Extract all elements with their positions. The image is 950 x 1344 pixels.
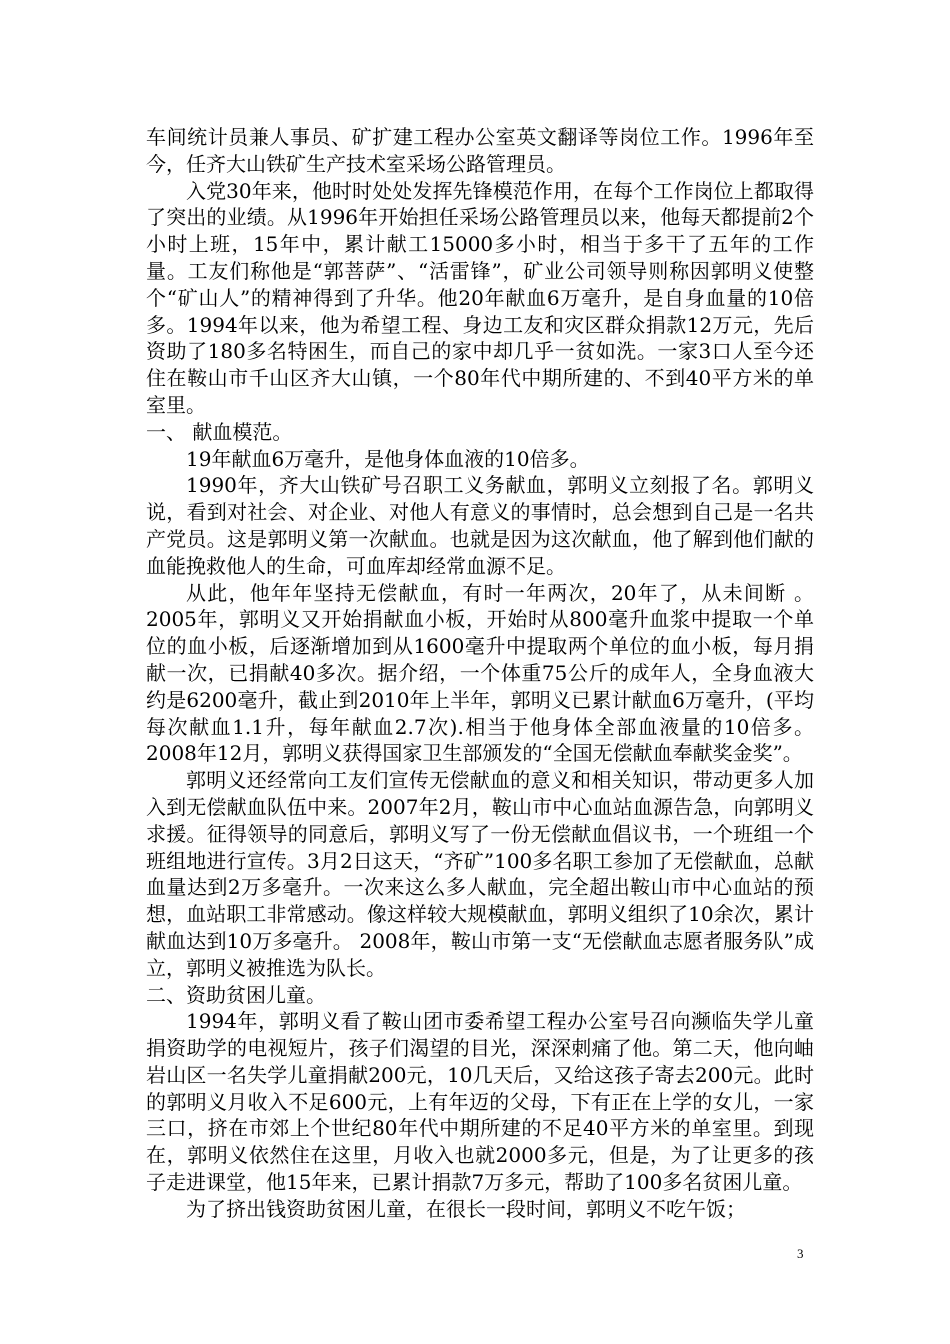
paragraph-continuation: 车间统计员兼人事员、矿扩建工程办公室英文翻译等岗位工作。1996年至今，任齐大山铁矿生产技术室采场公路管理员。 (146, 125, 814, 176)
paragraph-promotion: 郭明义还经常向工友们宣传无偿献血的意义和相关知识，带动更多人加入到无偿献血队伍中来。2007年2月，鞍山市中心血站血源告急，向郭明义求援。征得领导的同意后，郭明义写了一份无偿献血倡议书，一个班组一个班组地进行宣传。3月2日这天，“齐矿”100多名职工参加了无偿献血，总献血量达到2万多毫升。一次来这么多人献血，完全超出鞍山市中心血站的预想，血站职工非常感动。像这样较大规模献血，郭明义组织了10余次，累计献血达到10万多毫升。 2008年，鞍山市第一支“无偿献血志愿者服务队”成立，郭明义被推选为队长。 (146, 768, 814, 980)
paragraph-platelet-donation: 从此，他年年坚持无偿献血，有时一年两次，20年了，从未间断 。2005年，郭明义又开始捐献血小板，开始时从800毫升血浆中提取一个单位的血小板，后逐渐增加到从1600毫升中提取两个单位的血小板，每月捐献一次，已捐献40多次。据介绍，一个体重75公斤的成年人，全身血液大约是6200毫升，截止到2010年上半年，郭明义已累计献血6万毫升，(平均每次献血1.1升，每年献血2.7次).相当于他身体全部血液量的10倍多。2008年12月，郭明义获得国家卫生部颁发的“全国无偿献血奉献奖金奖”。 (146, 580, 814, 766)
page-number: 3 (797, 1246, 804, 1261)
section-heading-blood-donation: 一、 献血模范。 (146, 419, 293, 444)
paragraph-hope-project: 1994年，郭明义看了鞍山团市委希望工程办公室号召向濒临失学儿童捐资助学的电视短片，孩子们渴望的目光，深深刺痛了他。第二天，他向岫岩山区一名失学儿童捐献200元，10几天后，又给这孩子寄去200元。此时的郭明义月收入不足600元，上有年迈的父母，下有正在上学的女儿，一家三口，挤在市郊上个世纪80年代中期所建的不足40平方米的单室里。到现在，郭明义依然住在这里，月收入也就2000多元，但是，为了让更多的孩子走进课堂，他15年来，已累计捐款7万多元，帮助了100多名贫困儿童。 (146, 1009, 814, 1195)
paragraph-blood-summary: 19年献血6万毫升，是他身体血液的10倍多。 (186, 446, 590, 471)
paragraph-party-service: 入党30年来，他时时处处发挥先锋模范作用，在每个工作岗位上都取得了突出的业绩。从1996年开始担任采场公路管理员以来，他每天都提前2个小时上班，15年中，累计献工15000多小时，相当于多干了五年的工作量。工友们称他是“郭菩萨”、“活雷锋”，矿业公司领导则称因郭明义使整个“矿山人”的精神得到了升华。他20年献血6万毫升，是自身血量的10倍多。1994年以来，他为希望工程、身边工友和灾区群众捐款12万元，先后资助了180多名特困生，而自己的家中却几乎一贫如洗。一家3口人至今还住在鞍山市千山区齐大山镇，一个80年代中期所建的、不到40平方米的单室里。 (146, 178, 814, 417)
paragraph-skip-lunch: 为了挤出钱资助贫困儿童，在很长一段时间，郭明义不吃午饭； (186, 1196, 746, 1221)
paragraph-first-donation: 1990年，齐大山铁矿号召职工义务献血，郭明义立刻报了名。郭明义说，看到对社会、对企业、对他人有意义的事情时，总会想到自己是一名共产党员。这是郭明义第一次献血。也就是因为这次献血，他了解到他们献的血能挽救他人的生命，可血库却经常血源不足。 (146, 473, 814, 578)
document-body (146, 124, 814, 1223)
section-heading-child-aid: 二、资助贫困儿童。 (146, 982, 326, 1007)
